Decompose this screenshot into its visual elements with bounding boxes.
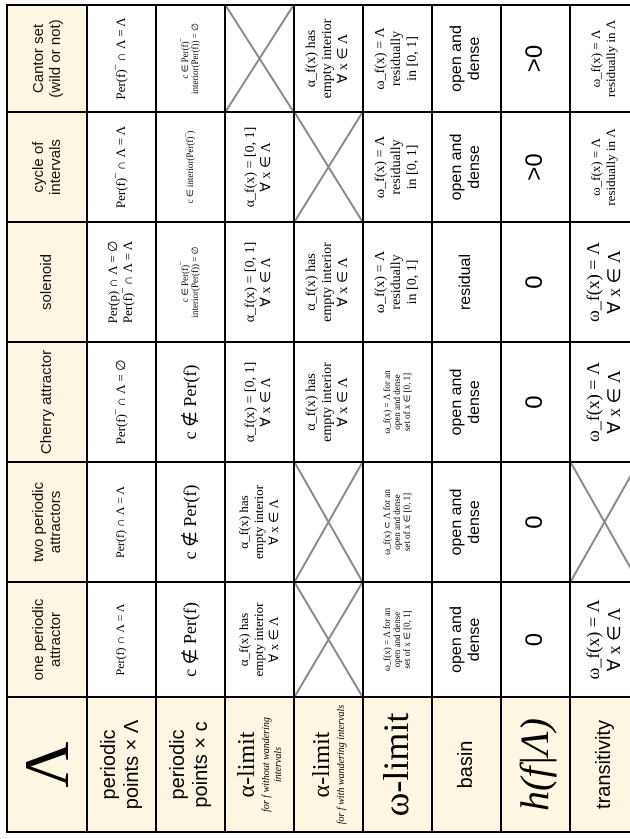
cell-line: set of x ∈ [0, 1] bbox=[402, 610, 413, 669]
row-alpha-wandering bbox=[294, 5, 363, 832]
cell bbox=[363, 222, 432, 342]
cell-line: residually bbox=[389, 30, 405, 87]
cell-line: empty interior bbox=[320, 18, 336, 99]
cell: >0 bbox=[501, 5, 570, 112]
empty-crossed-cell bbox=[225, 5, 294, 112]
cell: 0 bbox=[501, 462, 570, 582]
cell-line: ∀ x ∈ Λ bbox=[336, 257, 352, 307]
row-entropy bbox=[501, 5, 570, 832]
row-periodic-c bbox=[156, 5, 225, 832]
cell-line: ∀ x ∈ Λ bbox=[604, 607, 625, 672]
cell-line: empty interior bbox=[320, 242, 336, 322]
empty-crossed-cell bbox=[294, 462, 363, 582]
row-omega bbox=[363, 5, 432, 832]
col-header-solenoid: solenoid bbox=[7, 222, 87, 342]
cell-line: α_f(x) has bbox=[235, 495, 251, 549]
cell bbox=[363, 342, 432, 462]
row-periodic-points bbox=[87, 5, 156, 832]
cell-line: Per(p) ∩ Λ = ∅ bbox=[105, 240, 121, 324]
cell: 0 bbox=[501, 582, 570, 697]
col-header-two-periodic: two periodic attractors bbox=[7, 462, 87, 582]
cell bbox=[225, 462, 294, 582]
cell-line: ∀ x ∈ Λ bbox=[336, 33, 352, 84]
corner-cell bbox=[7, 697, 87, 832]
cell bbox=[294, 222, 363, 342]
cell: open and dense bbox=[432, 5, 501, 112]
cell: c ∉ Per(f) bbox=[156, 462, 225, 582]
cell: Per(f)‾ ∩ Λ = ∅ bbox=[87, 342, 156, 462]
cell-line: ∀ x ∈ Λ bbox=[265, 499, 281, 545]
cell-line: ∀ x ∈ Λ bbox=[265, 616, 281, 663]
cell: open and dense bbox=[432, 582, 501, 697]
cell: 0 bbox=[501, 342, 570, 462]
cell-line: ω_f(x) = Λ for an bbox=[381, 607, 392, 672]
cell bbox=[294, 342, 363, 462]
cell-line: residually in Λ bbox=[603, 19, 619, 98]
cell: residual bbox=[432, 222, 501, 342]
cell-line: α_f(x) = [0, 1] bbox=[243, 126, 258, 208]
cell-line: ∀ x ∈ Λ bbox=[336, 377, 352, 427]
cell bbox=[225, 342, 294, 462]
cell bbox=[363, 5, 432, 112]
col-header-cherry: Cherry attractor bbox=[7, 342, 87, 462]
cross-mark bbox=[295, 463, 362, 581]
cell-line: ω_f(x) = Λ bbox=[583, 361, 604, 443]
cross-mark bbox=[295, 113, 362, 221]
cell-line: c ∈ Per(f)‾ bbox=[179, 38, 190, 79]
cell-line: in [0, 1] bbox=[405, 36, 421, 81]
cell: Per(f)‾ ∩ Λ = Λ bbox=[87, 5, 156, 112]
cell-line: ∀ x ∈ Λ bbox=[259, 142, 275, 192]
cell-line: empty interior bbox=[320, 362, 336, 442]
cell-line: open and dense bbox=[391, 611, 402, 668]
empty-crossed-cell bbox=[294, 112, 363, 222]
cell-line: ω_f(x) = Λ for an bbox=[381, 370, 392, 434]
row-header-basin: basin bbox=[432, 697, 501, 832]
cell: c ∉ Per(f) bbox=[156, 582, 225, 697]
omega-limit-label: ω-limit bbox=[376, 712, 417, 817]
cell-line: ∀ x ∈ Λ bbox=[604, 370, 625, 434]
cell-line: α_f(x) has bbox=[303, 253, 319, 311]
cell-line: empty interior bbox=[250, 485, 266, 560]
cell-line: set of x ∈ [0, 1] bbox=[402, 492, 413, 552]
cell-line: set of x ∈ [0, 1] bbox=[402, 372, 413, 432]
row-header-alpha-no-wandering bbox=[225, 697, 294, 832]
row-header-transitivity: transitivity bbox=[570, 697, 630, 832]
entropy-label: h(f|Λ) bbox=[512, 718, 558, 811]
cell-line: residually bbox=[389, 139, 405, 195]
cell: open and dense bbox=[432, 342, 501, 462]
lambda-symbol: Λ bbox=[11, 741, 82, 788]
cell-line: residually bbox=[389, 254, 405, 310]
cell bbox=[570, 5, 630, 112]
cell bbox=[570, 112, 630, 222]
attractor-properties-table bbox=[6, 4, 630, 833]
row-basin bbox=[432, 5, 501, 832]
cell-line: ω_f(x) ⊂ Λ for an bbox=[381, 489, 392, 555]
cell: Per(f) ∩ Λ = Λ bbox=[87, 462, 156, 582]
cell-line: α_f(x) has bbox=[303, 373, 319, 431]
cell: >0 bbox=[501, 112, 570, 222]
row-transitivity bbox=[570, 5, 630, 832]
col-header-cycle: cycle of intervals bbox=[7, 112, 87, 222]
cross-mark bbox=[226, 6, 293, 111]
cell-line: interior(Per(f)) = ∅ bbox=[190, 23, 201, 94]
cell: open and dense bbox=[432, 462, 501, 582]
cell-line: open and dense bbox=[391, 374, 402, 430]
header-row bbox=[7, 5, 87, 832]
cross-mark bbox=[571, 463, 630, 581]
cell bbox=[570, 582, 630, 697]
cell bbox=[570, 342, 630, 462]
cell bbox=[156, 222, 225, 342]
row-alpha-no-wandering bbox=[225, 5, 294, 832]
cell-line: α_f(x) = [0, 1] bbox=[243, 361, 258, 443]
cell bbox=[294, 5, 363, 112]
cell-line: ω_f(x) = Λ bbox=[583, 241, 604, 323]
cell bbox=[570, 222, 630, 342]
col-header-one-periodic: one periodic attractor bbox=[7, 582, 87, 697]
cell-line: in [0, 1] bbox=[405, 259, 421, 305]
row-header-alpha-wandering bbox=[294, 697, 363, 832]
cell-line: Per(f)‾ ∩ Λ = Λ bbox=[120, 240, 136, 324]
empty-crossed-cell bbox=[294, 582, 363, 697]
cell bbox=[363, 462, 432, 582]
row-header-periodic-points: periodic points × Λ bbox=[87, 697, 156, 832]
cell bbox=[156, 5, 225, 112]
cell: Per(f) ∩ Λ = Λ bbox=[87, 582, 156, 697]
cell-line: empty interior bbox=[250, 602, 266, 677]
cell-line: interior(Per(f)) = ∅ bbox=[190, 246, 201, 318]
cell: Per(f)‾ ∩ Λ = Λ bbox=[87, 112, 156, 222]
cell-line: ω_f(x) = Λ bbox=[372, 27, 388, 90]
row-header-omega bbox=[363, 697, 432, 832]
cell-line: ∀ x ∈ Λ bbox=[259, 257, 275, 307]
cell bbox=[225, 222, 294, 342]
cell-line: ω_f(x) = Λ bbox=[588, 29, 604, 88]
cell bbox=[363, 112, 432, 222]
cell-line: α_f(x) has bbox=[303, 29, 319, 88]
cell-line: ω_f(x) = Λ bbox=[372, 135, 388, 199]
cross-mark bbox=[295, 583, 362, 696]
cell-line: ∀ x ∈ Λ bbox=[604, 250, 625, 314]
empty-crossed-cell bbox=[570, 462, 630, 582]
cell-line: α_f(x) has bbox=[235, 612, 251, 667]
alpha-note: for f with wandering intervals bbox=[336, 704, 348, 825]
alpha-limit-label: α-limit bbox=[308, 731, 335, 798]
cell bbox=[225, 112, 294, 222]
cell: c ∉ Per(f) bbox=[156, 342, 225, 462]
cell bbox=[363, 582, 432, 697]
cell-line: open and dense bbox=[391, 494, 402, 550]
cell: c ∈ interior(Per(f)‾) bbox=[156, 112, 225, 222]
cell: 0 bbox=[501, 222, 570, 342]
cell-line: residually in Λ bbox=[603, 128, 619, 206]
cell-line: α_f(x) = [0, 1] bbox=[243, 241, 258, 323]
col-header-cantor: Cantor set (wild or not) bbox=[7, 5, 87, 112]
cell-line: ω_f(x) = Λ bbox=[588, 138, 604, 196]
cell: open and dense bbox=[432, 112, 501, 222]
row-header-entropy bbox=[501, 697, 570, 832]
cell-line: ω_f(x) = Λ bbox=[583, 599, 604, 680]
row-header-periodic-c: periodic points × c bbox=[156, 697, 225, 832]
cell-line: in [0, 1] bbox=[405, 144, 421, 190]
alpha-note: for f without wandering intervals bbox=[261, 717, 284, 812]
cell-line: ω_f(x) = Λ bbox=[372, 250, 388, 314]
cell-line: c ∈ Per(f)‾ bbox=[179, 261, 190, 303]
cell bbox=[87, 222, 156, 342]
cell bbox=[225, 582, 294, 697]
cell-line: ∀ x ∈ Λ bbox=[259, 377, 275, 427]
alpha-limit-label: α-limit bbox=[233, 731, 260, 798]
